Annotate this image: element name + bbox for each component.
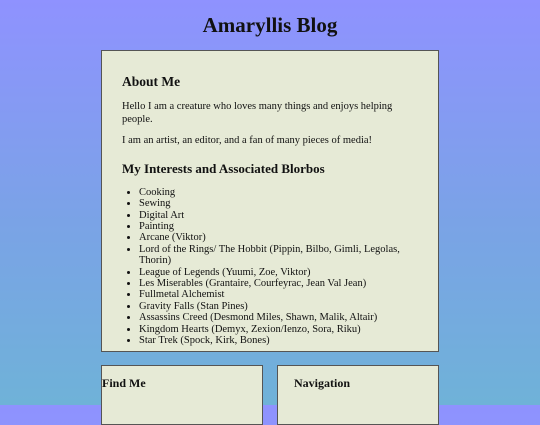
about-panel xyxy=(101,50,439,352)
find-me-panel xyxy=(101,365,263,425)
list-item: • Digital Art xyxy=(139,210,418,221)
list-item: • Painting xyxy=(139,221,418,232)
navigation-panel xyxy=(277,365,439,425)
list-item: • Les Miserables (Grantaire, Courfeyrac, Jean Val Jean) xyxy=(139,278,418,289)
about-paragraph: Hello I am a creature who loves many things and enjoys helping people. xyxy=(122,101,393,125)
find-me-heading: Find Me xyxy=(102,376,146,390)
list-item: • Cooking xyxy=(139,187,418,198)
list-item: • Gravity Falls (Stan Pines) xyxy=(139,301,418,312)
list-item: • League of Legends (Yuumi, Zoe, Viktor) xyxy=(139,267,418,278)
list-item: • Lord of the Rings/ The Hobbit (Pippin, Bilbo, Gimli, Legolas, Thorin) xyxy=(139,244,418,267)
interests-list xyxy=(122,187,418,347)
navigation-heading: Navigation xyxy=(294,376,351,390)
interests-heading: My Interests and Associated Blorbos xyxy=(122,160,325,176)
list-item: • Kingdom Hearts (Demyx, Zexion/Ienzo, Sora, Riku) xyxy=(139,324,418,335)
list-item: • Arcane (Viktor) xyxy=(139,232,418,243)
list-item: • Assassins Creed (Desmond Miles, Shawn, Malik, Altair) xyxy=(139,312,418,323)
list-item: • Sewing xyxy=(139,198,418,209)
site-title: Amaryllis Blog xyxy=(202,13,338,37)
list-item: • Star Trek (Spock, Kirk, Bones) xyxy=(139,335,418,346)
about-paragraph: I am an artist, an editor, and a fan of many pieces of media! xyxy=(122,135,373,147)
list-item: • Fullmetal Alchemist xyxy=(139,289,418,300)
about-heading: About Me xyxy=(122,74,181,89)
